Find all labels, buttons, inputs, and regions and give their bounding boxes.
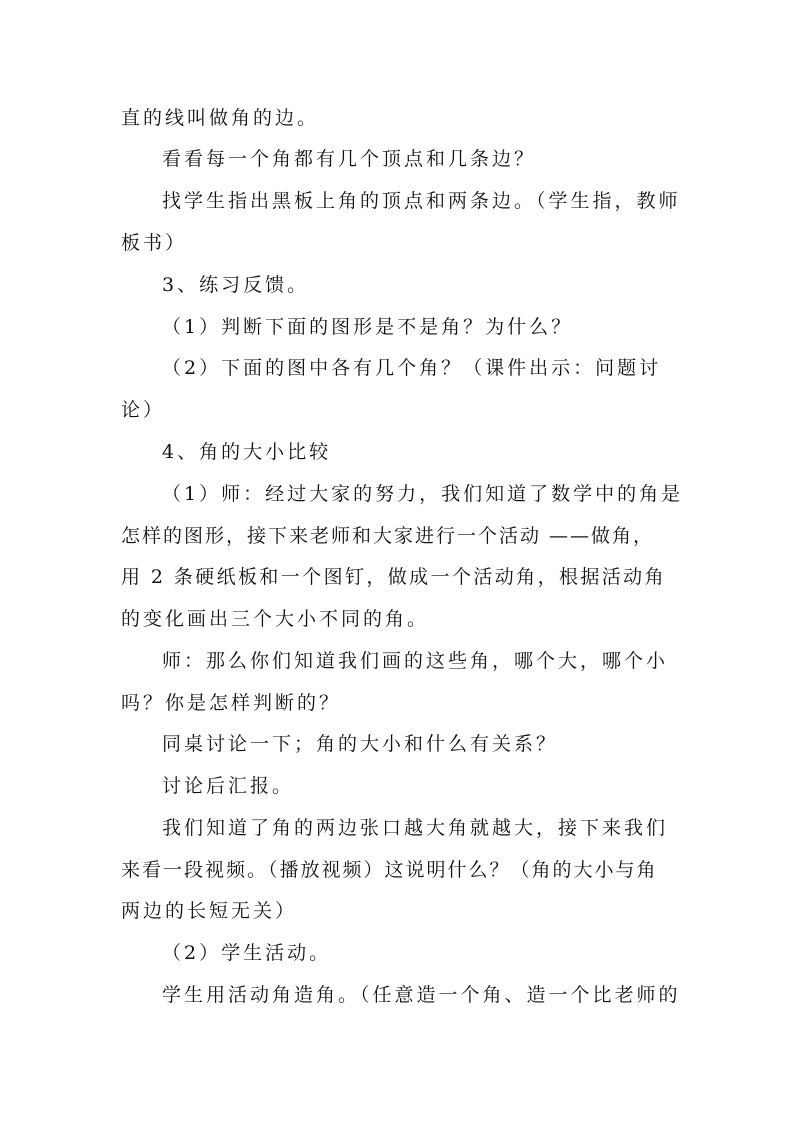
text-line: 怎样的图形，接下来老师和大家进行一个活动 ——做角， (121, 525, 655, 547)
text-line: 我们知道了角的两边张口越大角就越大，接下来我们 (162, 817, 669, 839)
text-line: 看看每一个角都有几个顶点和几条边？ (162, 148, 537, 170)
text-line: 学生用活动角造角。（任意造一个角、造一个比老师的 (162, 984, 681, 1006)
text-line: 师：那么你们知道我们画的这些角，哪个大，哪个小 (162, 650, 669, 672)
text-line: （1）判断下面的图形是不是角？为什么？ (162, 316, 574, 338)
text-line: 两边的长短无关） (121, 900, 298, 922)
text-line: 来看一段视频。（播放视频）这说明什么？（角的大小与角 (121, 859, 658, 881)
text-line: （1）师：经过大家的努力，我们知道了数学中的角是 (162, 483, 684, 505)
text-line: 4、角的大小比较 (162, 441, 332, 463)
text-line: 用 2 条硬纸板和一个图钉，做成一个活动角，根据活动角 (121, 566, 666, 588)
text-line: 论） (121, 399, 166, 421)
text-line: 吗？你是怎样判断的？ (121, 692, 342, 714)
text-line: 直的线叫做角的边。 (121, 107, 320, 129)
text-line: （2）下面的图中各有几个角？（课件出示：问题讨 (162, 357, 662, 379)
text-line: 3、练习反馈。 (162, 274, 310, 296)
text-line: 讨论后汇报。 (162, 775, 295, 797)
text-line: 的变化画出三个大小不同的角。 (121, 608, 430, 630)
text-line: 同桌讨论一下；角的大小和什么有关系？ (162, 733, 559, 755)
text-line: 板书） (121, 232, 188, 254)
text-line: （2）学生活动。 (162, 942, 332, 964)
text-line: 找学生指出黑板上角的顶点和两条边。（学生指，教师 (162, 190, 681, 212)
